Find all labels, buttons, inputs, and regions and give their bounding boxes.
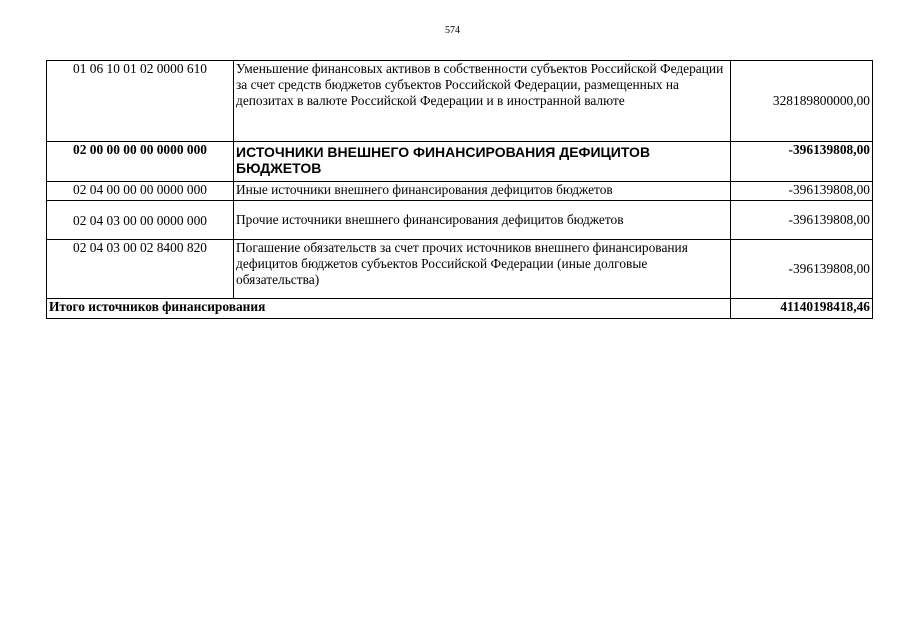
table-row bbox=[47, 240, 873, 299]
budget-code-cell: 02 04 03 00 02 8400 820 bbox=[47, 240, 234, 299]
amount-cell: 328189800000,00 bbox=[731, 61, 873, 142]
amount-cell: -396139808,00 bbox=[731, 201, 873, 240]
budget-code-cell: 02 04 00 00 00 0000 000 bbox=[47, 182, 234, 201]
page-number: 574 bbox=[445, 25, 460, 36]
table-row bbox=[47, 201, 873, 240]
table-row bbox=[47, 182, 873, 201]
source-name-cell: Иные источники внешнего финансирования дефицитов бюджетов bbox=[234, 182, 731, 201]
amount-cell: -396139808,00 bbox=[731, 142, 873, 182]
source-name-cell: Погашение обязательств за счет прочих источников внешнего финансирования дефицитов бюджетов субъектов Российской Федерации (иные долговые обязательства) bbox=[234, 240, 731, 299]
budget-code-cell: 02 00 00 00 00 0000 000 bbox=[47, 142, 234, 182]
source-name-cell: Прочие источники внешнего финансирования дефицитов бюджетов bbox=[234, 201, 731, 240]
amount-cell: -396139808,00 bbox=[731, 240, 873, 299]
table-row bbox=[47, 61, 873, 142]
total-amount: 41140198418,46 bbox=[731, 299, 873, 319]
budget-code-cell: 02 04 03 00 00 0000 000 bbox=[47, 201, 234, 240]
total-label: Итого источников финансирования bbox=[47, 299, 731, 319]
budget-code-cell: 01 06 10 01 02 0000 610 bbox=[47, 61, 234, 142]
source-name-cell: ИСТОЧНИКИ ВНЕШНЕГО ФИНАНСИРОВАНИЯ ДЕФИЦИТОВ БЮДЖЕТОВ bbox=[234, 142, 731, 182]
financing-sources-table bbox=[46, 60, 873, 319]
amount-cell: -396139808,00 bbox=[731, 182, 873, 201]
total-row bbox=[47, 299, 873, 319]
table-row bbox=[47, 142, 873, 182]
source-name-cell: Уменьшение финансовых активов в собственности субъектов Российской Федерации за счет средств бюджетов субъектов Российской Федерации, размещенных на депозитах в валюте Российской Федерации и в иностранной валюте bbox=[234, 61, 731, 142]
